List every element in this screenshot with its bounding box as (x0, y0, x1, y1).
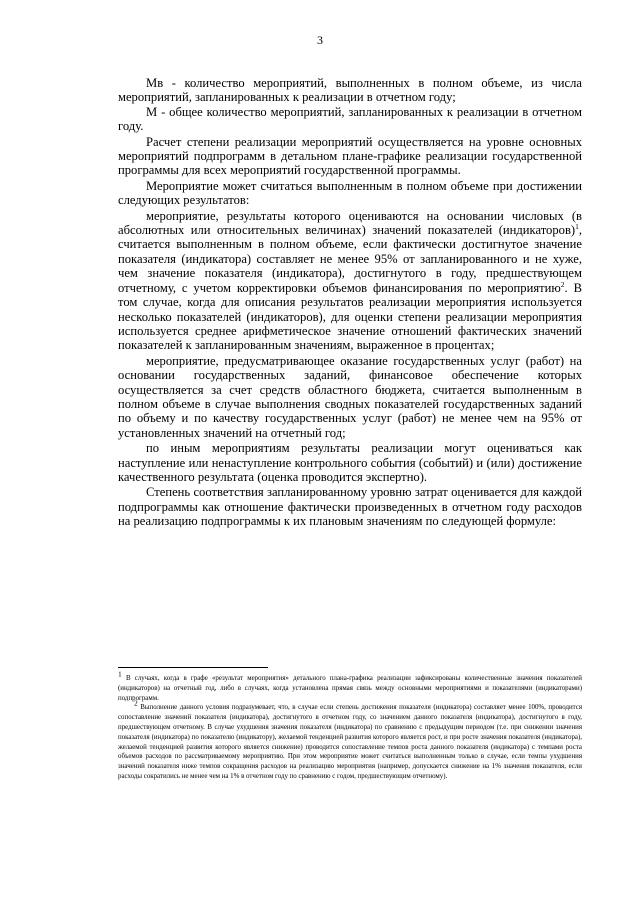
footnote-1 (118, 669, 582, 703)
paragraph-cost-compliance: Степень соответствия запланированному уровню затрат оценивается для каждой подпрограммы как отношение фактически произведенных в отчетном году расходов на реализацию подпрограммы к их плановым значениям по следующей формуле: (118, 485, 582, 529)
paragraph-numeric-indicators (118, 209, 582, 353)
footnote-ref-1: 1 (575, 221, 579, 231)
numeric-indicators-text-start: мероприятие, результаты которого оцениваются на основании числовых (в абсолютных или относительных величинах) значений показателей (индикаторов) (118, 208, 582, 238)
body-text (118, 76, 582, 529)
page-number: 3 (317, 33, 323, 47)
paragraph-mv-definition: Мв - количество мероприятий, выполненных в полном объеме, из числа мероприятий, запланированных к реализации в отчетном году; (118, 76, 582, 105)
footnote-1-text: В случаях, когда в графе «результат мероприятия» детального плана-графика реализации зафиксированы количественные значения показателей (индикаторов) на отчетный год, либо в случаях, когда установлена прямая связь между основными мероприятиями и показателями (индикаторами) подпрограмм. (118, 675, 582, 702)
footnote-ref-2: 2 (560, 279, 565, 289)
footnote-2-mark: 2 (134, 699, 138, 709)
footnote-2 (118, 699, 582, 781)
numeric-indicators-text-end: . В том случае, когда для описания результатов реализации мероприятия используется несколько показателей (индикаторов), для оценки степени реализации мероприятия используется среднее арифметическое значение отношений фактических значений показателей к запланированным значениям, выраженное в процентах; (118, 280, 582, 353)
footnotes (118, 669, 582, 782)
paragraph-m-definition: М - общее количество мероприятий, запланированных к реализации в отчетном году. (118, 104, 582, 134)
footnote-2-text: Выполнение данного условия подразумевает, что, в случае если степень достижения показателя (индикатора) составляет менее 100%, проводится сопоставление значений показателя (индикатора), достигнутого в отчетном году, со значением данного показателя (индикатора), достигнутого в году, предшествующем отчетному. В случае ухудшения значения показателя (индикатора) по сравнению с предыдущим периодом (т.е. при снижении значения показателя (индикатора) по показателю (индикатору), желаемой тенденцией развития которого является рост, и при росте значения показателя (индикатора), желаемой тенденцией развития которого является снижение) проводится сопоставление темпов роста данного показателя (индикатора) с темпами роста объемов расходов по рассматриваемому мероприятию. При этом мероприятие может считаться выполненным только в случае, если темпы ухудшения значений показателя ниже темпов сокращения расходов на реализацию мероприятия (например, допускается снижение на 1% значения показателя, если расходы сократились не менее чем на 1% в отчетном году по сравнению с годом, предшествующим отчетному). (118, 704, 582, 780)
paragraph-calculation-level: Расчет степени реализации мероприятий осуществляется на уровне основных мероприятий подпрограмм в детальном плане-графике реализации государственной программы для всех мероприятий государственной программы. (118, 134, 582, 178)
footnote-1-mark: 1 (118, 669, 122, 679)
paragraph-other-measures: по иным мероприятиям результаты реализации могут оцениваться как наступление или ненаступление контрольного события (событий) и (или) достижение качественного результата (оценка проводится экспертно). (118, 441, 582, 484)
numeric-indicators-text-middle: , считается выполненным в полном объеме, если фактически достигнутое значение показателя (индикатора) составляет не менее 95% от запланированного и не хуже, чем значение показателя (индикатора), достигнутого в году, предшествующем отчетному, с учетом корректировки объемов финансирования по мероприятию (118, 223, 582, 295)
footnote-separator (118, 667, 268, 668)
paragraph-state-services: мероприятие, предусматривающее оказание государственных услуг (работ) на основании государственных заданий, финансовое обеспечение которых осуществляется за счет средств областного бюджета, считается выполненным в полном объеме в случае выполнения сводных показателей государственных заданий по объему и по качеству государственных услуг (работ) не менее чем на 95% от установленных значений на отчетный год; (118, 353, 582, 440)
paragraph-completion-criteria: Мероприятие может считаться выполненным в полном объеме при достижении следующих результатов: (118, 178, 582, 208)
